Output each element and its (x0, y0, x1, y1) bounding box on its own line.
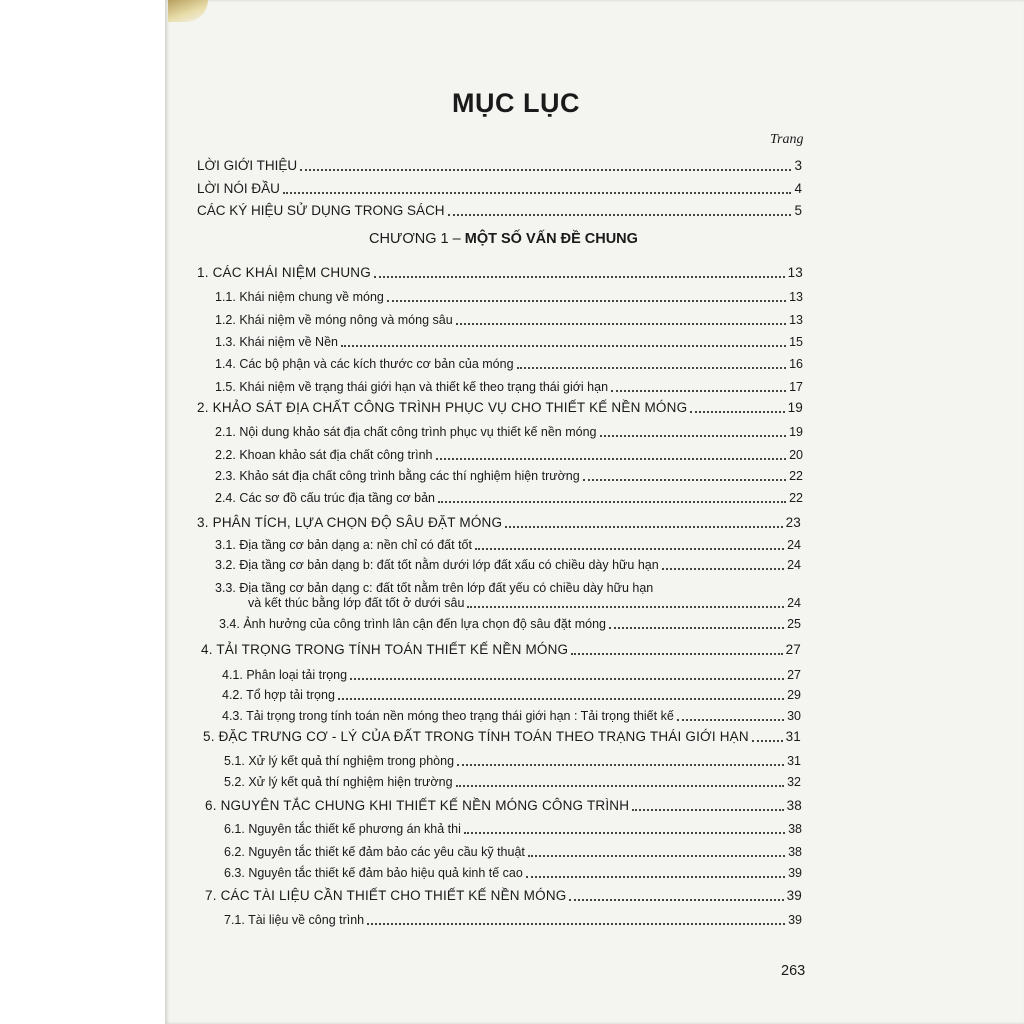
toc-entry-front-3: CÁC KÝ HIỆU SỬ DỤNG TRONG SÁCH 5 (197, 203, 802, 218)
toc-entry-2-1: 2.1. Nội dung khảo sát địa chất công trình phục vụ thiết kế nền móng 19 (215, 425, 803, 439)
chapter-heading (369, 231, 638, 247)
toc-entry-1-2: 1.2. Khái niệm về móng nông và móng sâu 13 (215, 313, 803, 327)
toc-entry-3-3: 3.3. Địa tầng cơ bản dạng c: đất tốt nằm trên lớp đất yếu có chiều dày hữu hạn (215, 581, 654, 595)
toc-entry-6-2: 6.2. Nguyên tắc thiết kế đảm bảo các yêu cầu kỹ thuật 38 (224, 845, 802, 859)
toc-entry-2-2: 2.2. Khoan khảo sát địa chất công trình 20 (215, 448, 803, 462)
toc-entry-3-1: 3.1. Địa tầng cơ bản dạng a: nền chỉ có đất tốt 24 (215, 538, 801, 552)
toc-entry-1-3: 1.3. Khái niệm về Nền 15 (215, 335, 803, 349)
toc-entry-3-2: 3.2. Địa tầng cơ bản dạng b: đất tốt nằm dưới lớp đất xấu có chiều dày hữu hạn 24 (215, 558, 801, 572)
toc-section-1: 1. CÁC KHÁI NIỆM CHUNG 13 (197, 265, 803, 280)
toc-entry-front-2: LỜI NÓI ĐẦU 4 (197, 181, 802, 196)
chapter-name: MỘT SỐ VẤN ĐỀ CHUNG (464, 231, 638, 247)
page-number: 263 (781, 963, 806, 979)
toc-entry-6-1: 6.1. Nguyên tắc thiết kế phương án khả thi 38 (224, 822, 802, 836)
toc-entry-4-3: 4.3. Tải trọng trong tính toán nền móng theo trạng thái giới hạn : Tải trọng thiết kế 30 (222, 709, 801, 723)
toc-entry-5-2: 5.2. Xử lý kết quả thí nghiệm hiện trường 32 (224, 775, 801, 789)
toc-section-5: 5. ĐẶC TRƯNG CƠ - LÝ CỦA ĐẤT TRONG TÍNH TOÁN THEO TRẠNG THÁI GIỚI HẠN 31 (203, 729, 801, 744)
toc-entry-2-4: 2.4. Các sơ đồ cấu trúc địa tầng cơ bản 22 (215, 491, 803, 505)
toc-entry-1-4: 1.4. Các bộ phận và các kích thước cơ bản của móng 16 (215, 357, 803, 371)
chapter-prefix: CHƯƠNG 1 – (369, 231, 465, 247)
toc-section-2: 2. KHẢO SÁT ĐỊA CHẤT CÔNG TRÌNH PHỤC VỤ CHO THIẾT KẾ NỀN MÓNG 19 (197, 400, 803, 415)
toc-section-4: 4. TẢI TRỌNG TRONG TÍNH TOÁN THIẾT KẾ NỀN MÓNG 27 (201, 642, 801, 657)
toc-entry-4-2: 4.2. Tổ hợp tải trọng 29 (222, 688, 801, 702)
toc-entry-1-5: 1.5. Khái niệm về trạng thái giới hạn và thiết kế theo trạng thái giới hạn 17 (215, 380, 803, 394)
toc-entry-7-1: 7.1. Tài liệu về công trình 39 (224, 913, 802, 927)
toc-entry-3-3-continued: và kết thúc bằng lớp đất tốt ở dưới sâu 24 (248, 596, 801, 610)
toc-section-6: 6. NGUYÊN TẮC CHUNG KHI THIẾT KẾ NỀN MÓNG CÔNG TRÌNH 38 (205, 798, 802, 813)
page-column-label: Trang (770, 132, 804, 147)
toc-title: MỤC LỤC (452, 88, 580, 118)
toc-section-3: 3. PHÂN TÍCH, LỰA CHỌN ĐỘ SÂU ĐẶT MÓNG 23 (197, 515, 801, 530)
toc-entry-5-1: 5.1. Xử lý kết quả thí nghiệm trong phòng 31 (224, 754, 801, 768)
toc-section-7: 7. CÁC TÀI LIỆU CẦN THIẾT CHO THIẾT KẾ NỀN MÓNG 39 (205, 888, 802, 903)
toc-entry-4-1: 4.1. Phân loại tải trọng 27 (222, 668, 801, 682)
toc-entry-6-3: 6.3. Nguyên tắc thiết kế đảm bảo hiệu quả kinh tế cao 39 (224, 866, 802, 880)
toc-entry-3-4: 3.4. Ảnh hưởng của công trình lân cận đến lựa chọn độ sâu đặt móng 25 (219, 617, 801, 631)
toc-entry-front-1: LỜI GIỚI THIỆU 3 (197, 158, 802, 173)
toc-entry-1-1: 1.1. Khái niệm chung về móng 13 (215, 290, 803, 304)
toc-entry-2-3: 2.3. Khảo sát địa chất công trình bằng các thí nghiệm hiện trường 22 (215, 469, 803, 483)
